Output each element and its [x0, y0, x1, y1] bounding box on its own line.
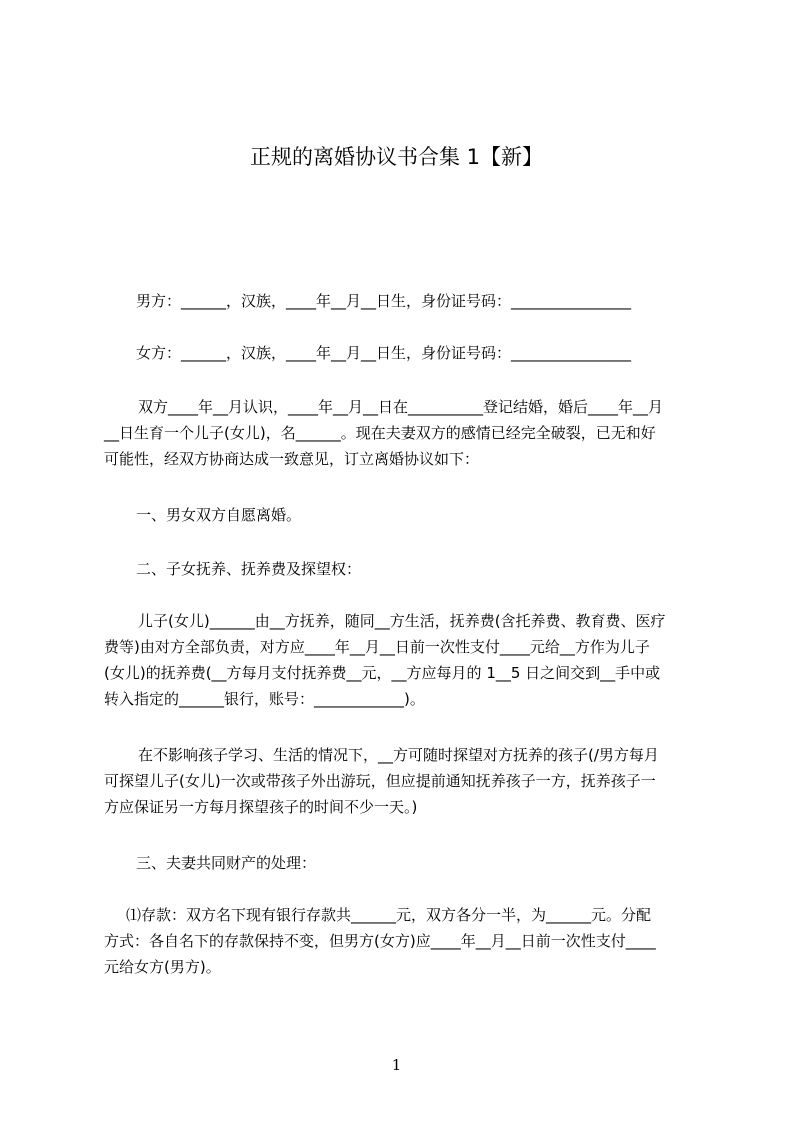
text-line: 可能性，经双方协商达成一致意见，订立离婚协议如下：	[104, 450, 480, 468]
child-support-paragraph	[104, 608, 704, 712]
text-line: 双方____年__月认识，____年__月__日在__________登记结婚，婚后____年__月	[138, 398, 664, 416]
page-title: 正规的离婚协议书合集 1【新】	[249, 145, 544, 169]
text-line: 一、男女双方自愿离婚。	[136, 506, 302, 524]
text-line: 男方：______，汉族，____年__月__日生，身份证号码：________________	[136, 292, 632, 310]
text-line: 在不影响孩子学习、生活的情况下，__方可随时探望对方抚养的孩子(/男方每月	[138, 746, 659, 764]
page-number: 1	[391, 1056, 402, 1074]
text-line: ⑴存款：双方名下现有银行存款共______元，双方各分一半，为______元。分配	[126, 906, 652, 924]
text-line: 儿子(女儿)______由__方抚养，随同__方生活，抚养费(含托养费、教育费、医疗	[138, 612, 666, 630]
text-line: __日生育一个儿子(女儿)，名______。现在夫妻双方的感情已经完全破裂，已无和好	[104, 424, 656, 442]
text-line: 二、子女抚养、抚养费及探望权：	[136, 560, 362, 578]
text-line: 三、夫妻共同财产的处理：	[136, 854, 317, 872]
male-party-info	[136, 288, 736, 314]
text-line: 方式：各自名下的存款保持不变，但男方(女方)应____年__月__日前一次性支付____	[104, 932, 656, 950]
female-party-info	[136, 340, 736, 366]
text-line: 费等)由对方全部负责，对方应____年__月__日前一次性支付____元给__方作为儿子	[104, 638, 650, 656]
savings-paragraph	[104, 902, 704, 980]
section-heading-2	[136, 556, 736, 582]
text-line: 女方：______，汉族，____年__月__日生，身份证号码：________________	[136, 344, 632, 362]
text-line: (女儿)的抚养费(__方每月支付抚养费__元，__方应每月的 1__5 日之间交到__手中或	[104, 664, 661, 682]
visitation-paragraph	[104, 742, 704, 820]
text-line: 元给女方(男方)。	[104, 958, 221, 976]
text-line: 转入指定的______银行，账号：____________)。	[104, 690, 425, 708]
section-heading-1	[136, 502, 736, 528]
section-heading-3	[136, 850, 736, 876]
marriage-background-paragraph	[104, 394, 704, 472]
text-line: 方应保证另一方每月探望孩子的时间不少一天。)	[104, 798, 418, 816]
text-line: 可探望儿子(女儿)一次或带孩子外出游玩，但应提前通知抚养孩子一方，抚养孩子一	[104, 772, 656, 790]
